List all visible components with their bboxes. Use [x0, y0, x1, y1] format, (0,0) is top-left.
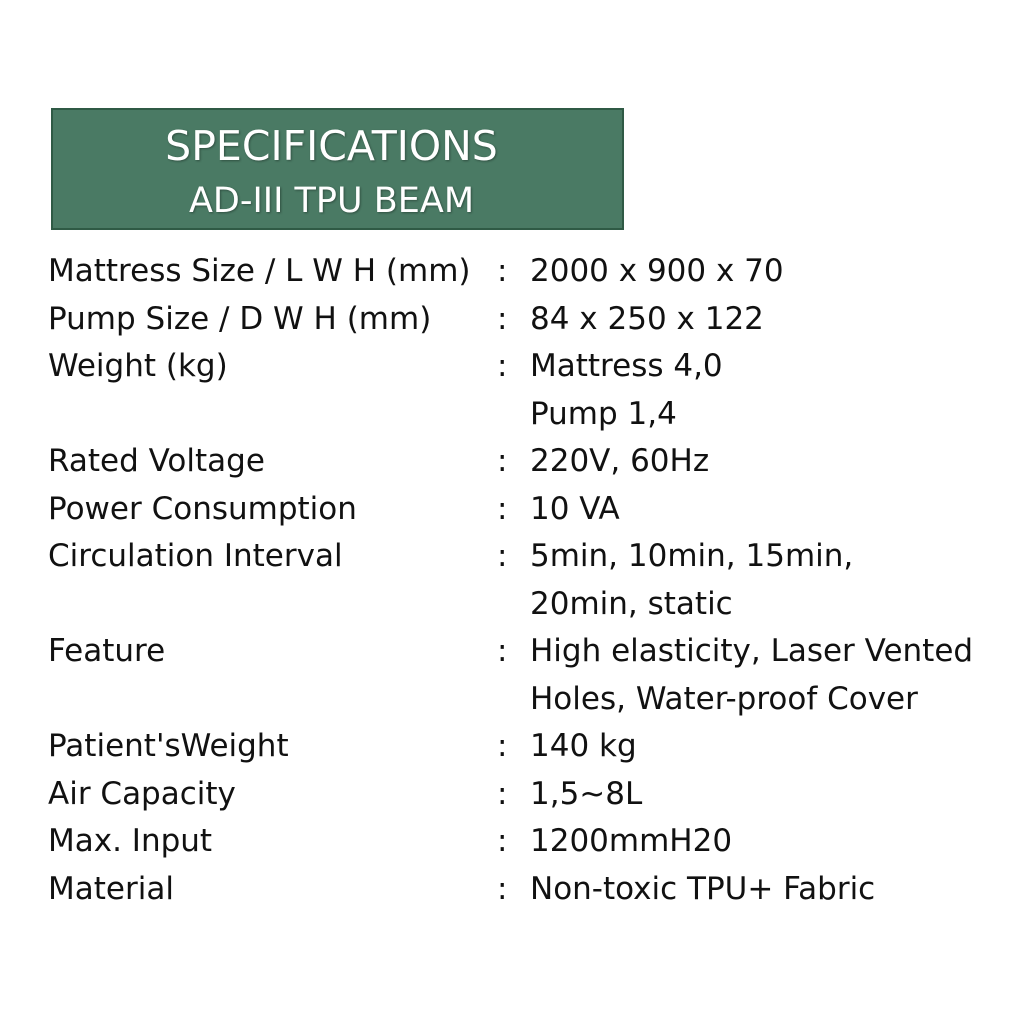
spec-colon: :: [497, 728, 508, 764]
spec-row-weight: [48, 343, 988, 438]
spec-colon: :: [497, 823, 508, 859]
spec-value: [530, 296, 988, 344]
spec-value-line: 220V, 60Hz: [530, 443, 710, 479]
specifications-table: [48, 248, 988, 913]
spec-label: Material: [48, 870, 174, 907]
spec-colon: :: [497, 300, 508, 337]
header-subtitle: AD-III TPU BEAM: [188, 181, 475, 221]
spec-colon: :: [497, 348, 508, 384]
spec-row-rated-voltage: [48, 438, 988, 486]
spec-value-line: Mattress 4,0: [530, 348, 723, 384]
spec-colon: :: [497, 633, 508, 669]
spec-colon: :: [497, 253, 508, 289]
spec-colon: :: [497, 490, 508, 527]
spec-label: Rated Voltage: [48, 443, 265, 479]
spec-value: [530, 343, 988, 438]
spec-label: Air Capacity: [48, 775, 236, 812]
spec-value: [530, 723, 988, 771]
spec-row-mattress-size: [48, 248, 988, 296]
spec-value-line: 140 kg: [530, 728, 637, 764]
spec-value-line: Holes, Water-proof Cover: [530, 680, 918, 717]
spec-row-air-capacity: [48, 771, 988, 819]
spec-value: [530, 533, 988, 628]
spec-colon: :: [497, 775, 508, 812]
spec-row-circulation-interval: [48, 533, 988, 628]
spec-colon: :: [497, 538, 508, 574]
spec-value-line: Pump 1,4: [530, 395, 677, 432]
spec-colon: :: [497, 443, 508, 479]
spec-value: [530, 628, 988, 723]
spec-value: [530, 248, 988, 296]
spec-row-max-input: [48, 818, 988, 866]
spec-label: Pump Size / D W H (mm): [48, 300, 432, 337]
spec-label: Power Consumption: [48, 490, 357, 527]
spec-value-line: 5min, 10min, 15min,: [530, 538, 854, 574]
spec-value-line: Non-toxic TPU+ Fabric: [530, 870, 876, 907]
spec-label: Feature: [48, 633, 166, 669]
spec-label: Circulation Interval: [48, 538, 343, 574]
spec-value-line: 20min, static: [530, 585, 733, 622]
header-title: SPECIFICATIONS: [165, 122, 498, 170]
spec-row-power-consumption: [48, 486, 988, 534]
specifications-header: [51, 108, 624, 230]
spec-label: Patient'sWeight: [48, 728, 289, 764]
spec-value: [530, 486, 988, 534]
spec-value-line: 1,5~8L: [530, 775, 643, 812]
spec-value-line: 84 x 250 x 122: [530, 300, 764, 337]
spec-value: [530, 438, 988, 486]
spec-label: Mattress Size / L W H (mm): [48, 253, 471, 289]
spec-label: Max. Input: [48, 823, 213, 859]
spec-label: Weight (kg): [48, 348, 228, 384]
spec-value-line: High elasticity, Laser Vented: [530, 633, 974, 669]
spec-colon: :: [497, 870, 508, 907]
spec-row-patients-weight: [48, 723, 988, 771]
spec-value-line: 1200mmH20: [530, 823, 733, 859]
spec-value-line: 2000 x 900 x 70: [530, 253, 784, 289]
spec-row-pump-size: [48, 296, 988, 344]
spec-value: [530, 818, 988, 866]
spec-value: [530, 866, 988, 914]
spec-value-line: 10 VA: [530, 490, 620, 527]
spec-value: [530, 771, 988, 819]
spec-row-feature: [48, 628, 988, 723]
spec-row-material: [48, 866, 988, 914]
